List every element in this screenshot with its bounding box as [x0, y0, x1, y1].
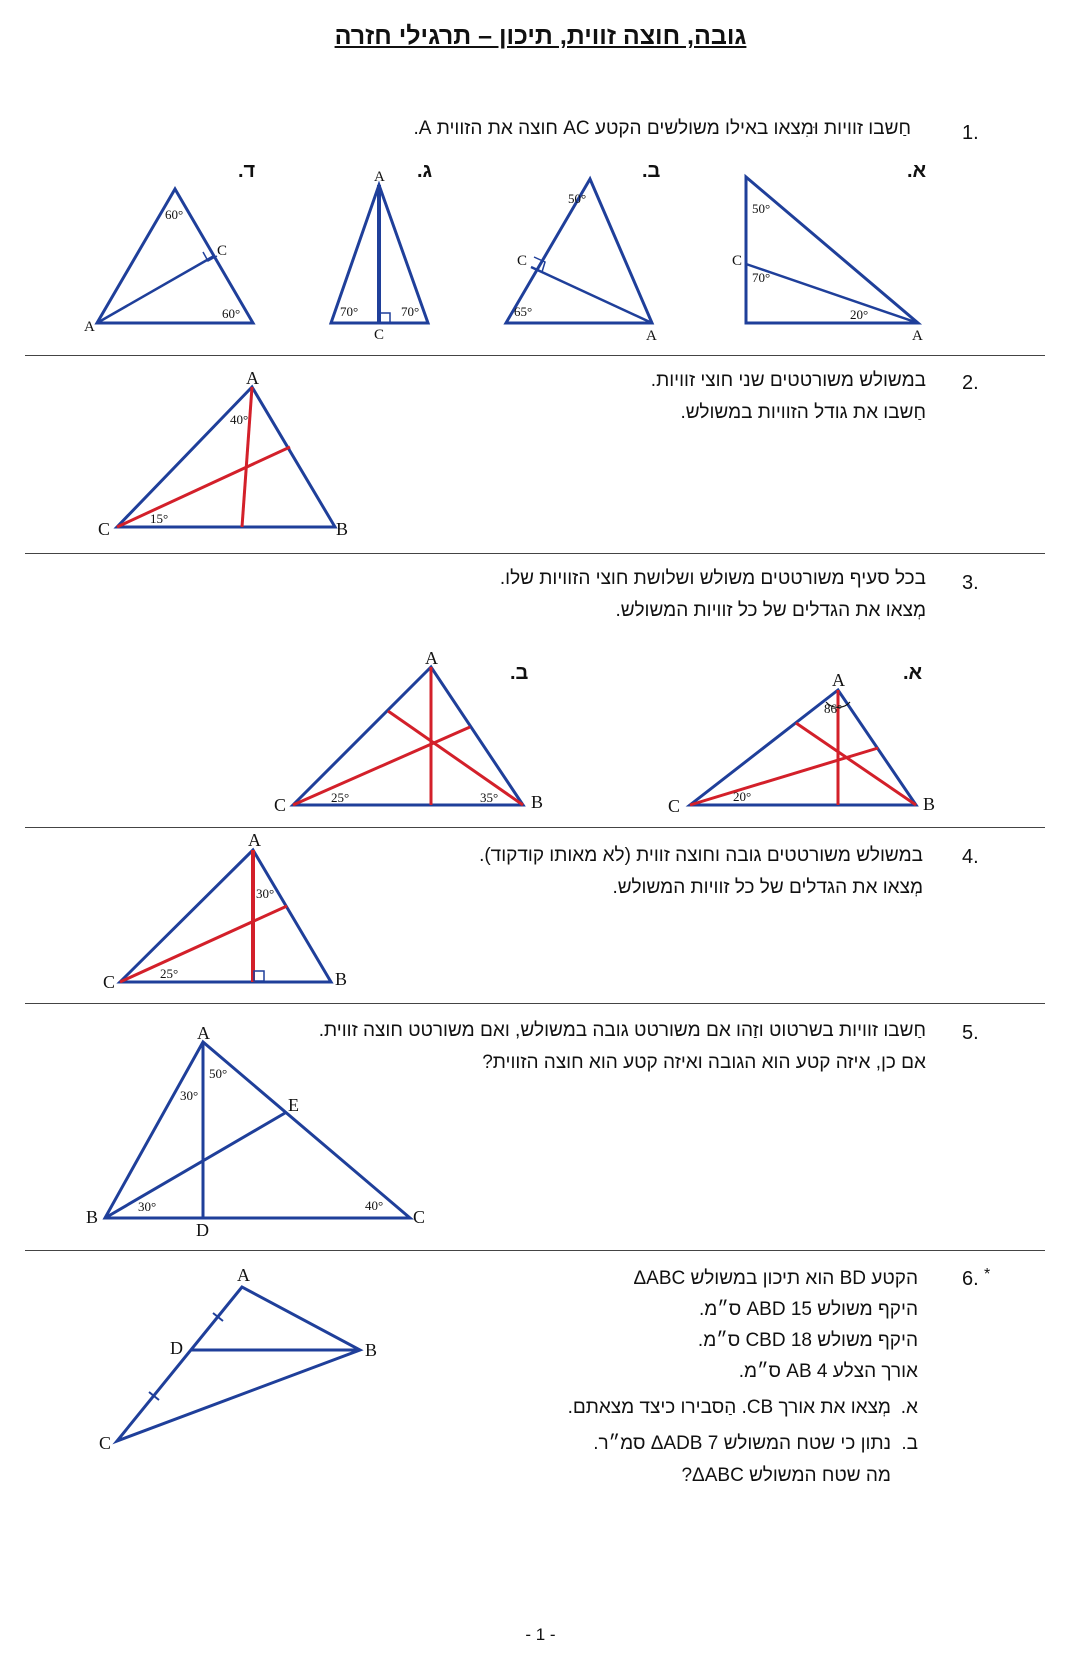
q6-line-1: הקטע BD הוא תיכון במשולש ΔABC	[633, 1268, 918, 1289]
q3a-angle-c: 20°	[733, 789, 752, 804]
q1-triangle-a	[732, 177, 923, 344]
q1b-angle-left: 65°	[514, 304, 533, 319]
q6-line-4: אורך הצלע AB 4 ס״מ.	[738, 1361, 918, 1382]
q6-point-a: A	[237, 1265, 250, 1285]
q3a-point-b: B	[923, 794, 936, 814]
q2-angle-a: 40°	[230, 412, 249, 427]
q5-point-c: C	[413, 1207, 426, 1227]
q6-sub-a-label: א.	[900, 1397, 918, 1418]
q1-label-d: ד.	[238, 160, 256, 182]
q1-triangle-c	[331, 169, 428, 343]
q3-label-a: א.	[903, 662, 923, 684]
q2-point-a: A	[246, 368, 259, 388]
q1-text: חַשבו זוויות וּמִצאו באילו משולשים הקטע AC חוצה את הזווית A.	[413, 118, 911, 139]
q6-number: 6.	[962, 1268, 979, 1290]
q3-figures	[0, 645, 1081, 825]
q1a-angle-a: 20°	[850, 307, 869, 322]
q3-number: 3.	[962, 572, 979, 594]
q1-label-c: ג.	[417, 160, 433, 182]
q5-angle-c: 40°	[365, 1198, 384, 1213]
q3-line-1: בכל סעיף משורטטים משולש ושלושת חוצי הזוויות שלו.	[499, 568, 926, 589]
q3-triangle-a	[668, 670, 935, 816]
q3a-point-c: C	[668, 796, 681, 816]
q1c-angle-right: 70°	[401, 304, 420, 319]
q1c-point-a: A	[374, 169, 385, 185]
q4-number: 4.	[962, 846, 979, 868]
q2-number: 2.	[962, 372, 979, 394]
q2-angle-c: 15°	[150, 511, 169, 526]
q1a-point-c: C	[732, 253, 743, 269]
q3b-angle-b: 35°	[480, 790, 499, 805]
q1d-point-a: A	[84, 319, 95, 335]
q3b-point-b: B	[531, 792, 544, 812]
q1d-point-c: C	[217, 243, 228, 259]
q1a-point-a: A	[912, 328, 923, 344]
q3-label-b: ב.	[510, 662, 529, 684]
q6-point-b: B	[365, 1340, 378, 1360]
q1-triangle-b	[506, 179, 657, 344]
q1-number: 1.	[962, 122, 979, 144]
q6-star: *	[984, 1266, 991, 1283]
q3-line-2: מְצאו את הגדלים של כל זוויות המשולש.	[615, 600, 926, 621]
q1a-angle-c: 70°	[752, 270, 771, 285]
q1b-angle-top: 50°	[568, 191, 587, 206]
divider-5	[25, 1250, 1045, 1251]
q5-line-2: אם כן, איזה קטע הוא הגובה ואיזה קטע הוא חוצה הזווית?	[482, 1052, 926, 1073]
q1c-point-c: C	[374, 327, 385, 343]
q6-line-3: היקף משולש CBD 18 ס״מ.	[697, 1330, 918, 1351]
q5-point-d: D	[196, 1220, 209, 1240]
q1-label-b: ב.	[642, 160, 661, 182]
q2-point-c: C	[98, 519, 111, 539]
q5-figure	[0, 1005, 600, 1245]
q5-line-1: חַשבו זוויות בשרטוט וזַהו אם משורטט גובה במשולש, ואם משורטט חוצה זווית.	[318, 1020, 926, 1041]
q5-angle-a-right: 50°	[209, 1066, 228, 1081]
q2-figure	[0, 360, 600, 550]
q1b-point-a: A	[646, 328, 657, 344]
q5-point-a: A	[197, 1023, 210, 1043]
q4-point-c: C	[103, 972, 116, 992]
q5-point-b: B	[86, 1207, 99, 1227]
q6-sub-b-text: נתון כי שטח המשולש ΔADB 7 סמ״ר.	[593, 1433, 891, 1454]
q1b-point-c: C	[517, 253, 528, 269]
q1c-angle-left: 70°	[340, 304, 359, 319]
q1a-angle-top: 50°	[752, 201, 771, 216]
q4-figure	[0, 828, 600, 1003]
q6-sub-b-text-2: מה שטח המשולש ΔABC?	[681, 1465, 891, 1486]
q6-point-c: C	[99, 1433, 112, 1453]
q6-point-d: D	[170, 1338, 183, 1358]
q4-angle-a: 30°	[256, 886, 275, 901]
q3-triangle-b	[274, 648, 543, 815]
divider-4	[25, 1003, 1045, 1004]
q4-point-a: A	[248, 830, 261, 850]
q5-angle-a-left: 30°	[180, 1088, 199, 1103]
q1d-angle-top: 60°	[165, 207, 184, 222]
page-number: - 1 -	[525, 1625, 556, 1644]
q4-line-2: מְצאו את הגדלים של כל זוויות המשולש.	[612, 877, 923, 898]
q5-angle-b: 30°	[138, 1199, 157, 1214]
q6-figure	[0, 1255, 600, 1465]
divider-2	[25, 553, 1045, 554]
q3b-point-c: C	[274, 795, 287, 815]
q1-figures	[0, 165, 1081, 350]
q4-point-b: B	[335, 969, 348, 989]
q1-triangle-d	[84, 189, 253, 335]
q4-angle-c: 25°	[160, 966, 179, 981]
q1-label-a: א.	[907, 160, 927, 182]
q1d-angle-right: 60°	[222, 306, 241, 321]
q3a-point-a: A	[832, 670, 845, 690]
q3b-angle-c: 25°	[331, 790, 350, 805]
q6-line-2: היקף משולש ABD 15 ס״מ.	[698, 1299, 918, 1320]
q2-line-2: חַשבו את גודל הזוויות במשולש.	[680, 402, 926, 423]
q2-line-1: במשולש משורטטים שני חוצי זוויות.	[650, 370, 926, 391]
q2-point-b: B	[336, 519, 349, 539]
page-title: גובה, חוצה זווית, תיכון – תרגילי חזרה	[334, 22, 747, 50]
q3b-point-a: A	[425, 648, 438, 668]
q5-number: 5.	[962, 1022, 979, 1044]
q6-sub-b-label: ב.	[901, 1433, 918, 1454]
q4-line-1: במשולש משורטטים גובה וחוצה זווית (לא מאותו קודקוד).	[479, 845, 923, 866]
q5-point-e: E	[288, 1095, 299, 1115]
q3a-angle-a: 86°	[824, 701, 843, 716]
divider-1	[25, 355, 1045, 356]
q6-sub-a-text: מְצאו את אורך CB. הַסבירו כיצד מצאתם.	[567, 1397, 891, 1418]
